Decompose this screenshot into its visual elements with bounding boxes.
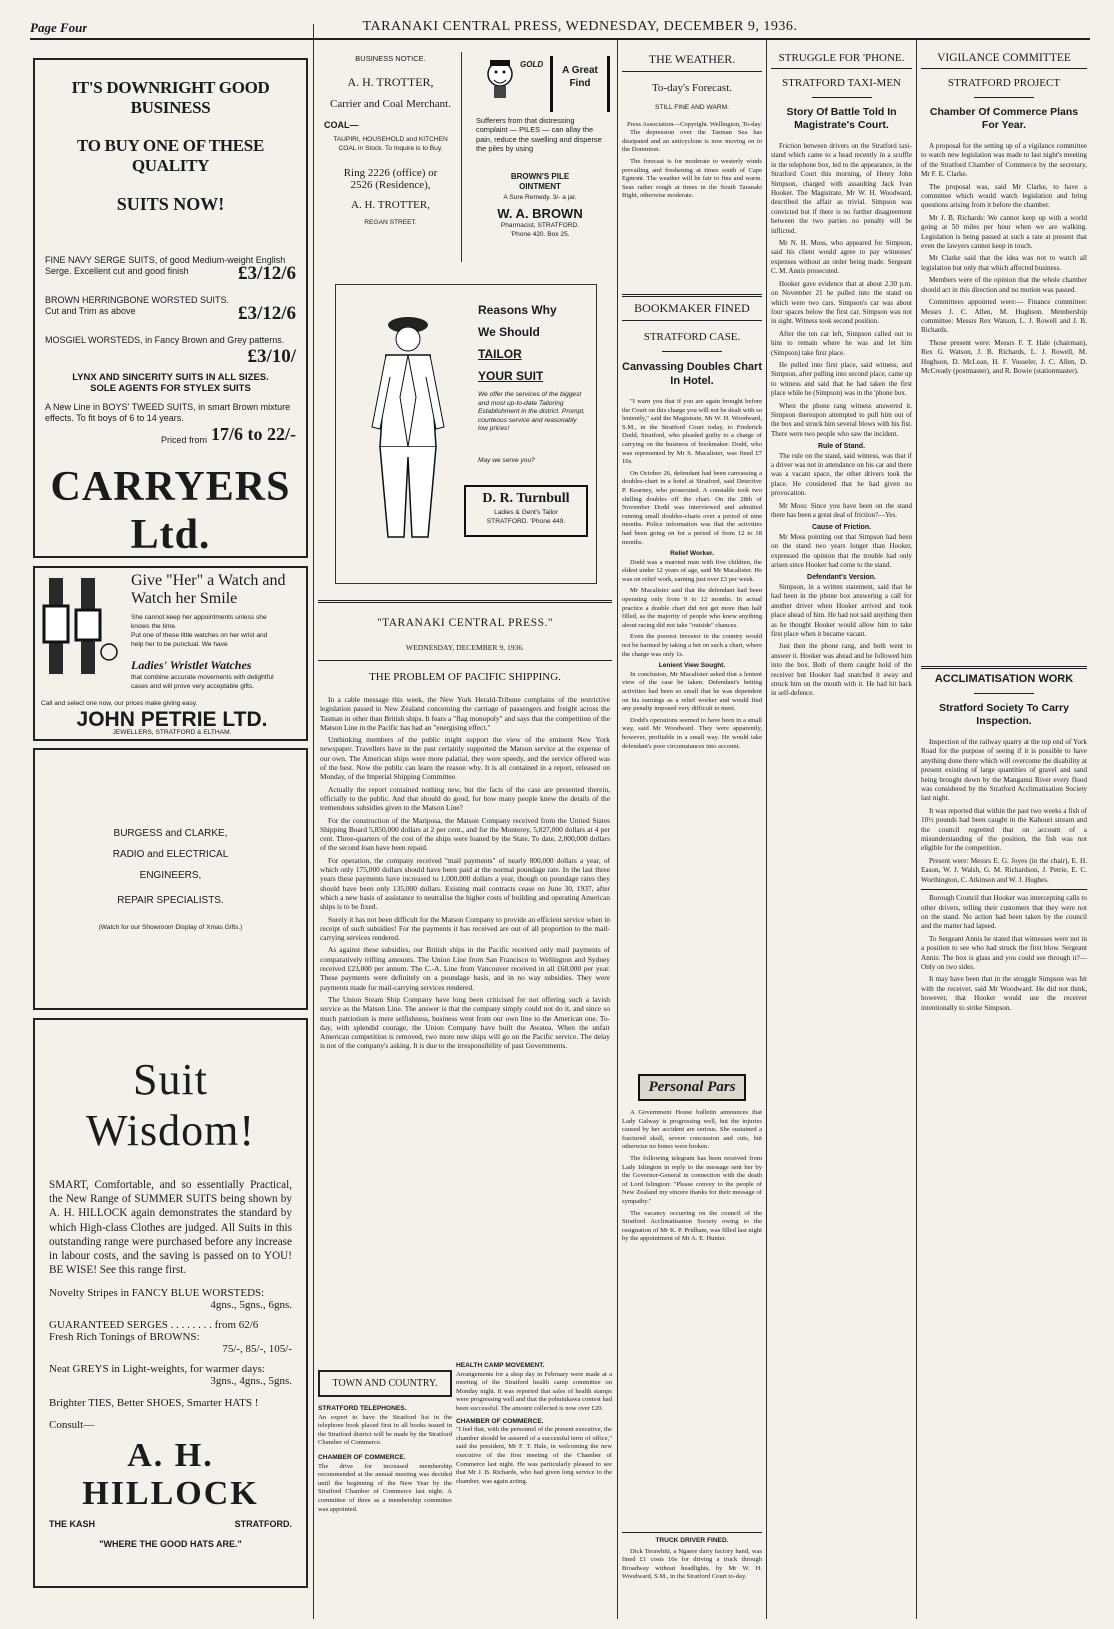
petrie-call: Call and select one now, our prices make giving easy. bbox=[41, 700, 198, 707]
struggle-subhead: Defendant's Version. bbox=[807, 574, 876, 582]
hillock-town: STRATFORD. bbox=[234, 1519, 292, 1530]
bookmaker-paragraph: In conclusion, Mr Macalister asked that a lenient view of the case be taken. Defendant's betting activities had been so small that he was dependent on his earnings as a relief worker and would find any penalty imposed very difficult to meet. bbox=[622, 670, 762, 713]
burgess-line-2: RADIO and ELECTRICAL bbox=[112, 849, 229, 860]
acclimatisation-paragraph: Inspection of the railway quarry at the top end of York Road for the purpose of seeing if it is possible to have anything done there which will overcome the disability at present existing of large quantities of gravel and sand being brought down by the Manganui River every flood was considered by the Stratford Acclimatisation Society last night. bbox=[921, 738, 1087, 803]
suit-item-price: £3/10/ bbox=[247, 346, 296, 367]
piles-gold: GOLD bbox=[520, 60, 544, 69]
piles-text: Sufferers from that distressing complaint — PILES — can allay the pain, reduce the swelling and disperse the piles by using bbox=[476, 116, 602, 154]
suit-item-price: £3/12/6 bbox=[237, 303, 296, 324]
hillock-body: SMART, Comfortable, and so essentially Practical, the New Range of SUMMER SUITS being shown by A. H. HILLOCK again demonstrates the standard by which High-class Clothes are judged. All Suits in this outstanding range were purchased before any increase in labour costs, and the saving is passed on to YOU! BE WISE! See this range first. bbox=[49, 1179, 292, 1277]
struggle-paragraph: He pulled into first place, said witness, and Simpson, after pulling into second place, came up to witness and said that he had taken the first place while he (Simpson) was in the 'phone box. bbox=[771, 360, 912, 398]
hillock-brown: Fresh Rich Tonings of BROWNS: bbox=[49, 1331, 200, 1344]
trotter-business-notice bbox=[320, 52, 462, 262]
bookmaker-paragraph: Dodd's operations seemed to have been in a small way, said Mr Woodward. They were apparently, however, profitable in a small way. He would take defendant's poor circumstances into account. bbox=[622, 716, 762, 750]
truck-paragraph: Dick Terawhiti, a Ngaere dairy factory hand, was fined £1 costs 10s for driving a truck through Broadway without headlights, by Mr W. H. Woodward, S.M., in the Stratford Court to-day. bbox=[622, 1547, 762, 1581]
editorial-section bbox=[318, 596, 612, 1186]
bookmaker-paragraph: "I warn you that if you are again brought before the Court on this charge you will not be dealt with so leniently," said the Magistrate, Mr W. H. Woodward, S.M., in the Stratford Court today, to Frederick Dodd, Stratford, who pleaded guilty to a charge of carrying on the business of bookmaker. Dodd, who was represented by Mr S. Macalister, was fined £7 10s. bbox=[622, 398, 762, 466]
town-country-title: TOWN AND COUNTRY. bbox=[318, 1370, 452, 1397]
bookmaker-section bbox=[622, 290, 762, 1070]
hillock-slogan: "WHERE THE GOOD HATS ARE." bbox=[99, 1539, 242, 1550]
piles-price: A Sure Remedy. 3/- a jar. bbox=[503, 194, 577, 201]
town-and-country-section bbox=[318, 1362, 452, 1592]
bookmaker-paragraph: On October 26, defendant had been canvassing a doubles-chart in a hotel at Stratford, said Detective P. Kearney, who prosecuted. A constable took two shilling doubles off the chart. On the 28th of November Dodd was interviewed and admitted running small doubles-charts over a period of nine months. Police information was that the activities had been going on for a period of from 12 to 18 months. bbox=[622, 469, 762, 546]
turnbull-sub: Ladies & Gent's Tailor bbox=[494, 509, 558, 516]
personal-pars-title: Personal Pars bbox=[638, 1074, 746, 1101]
acclimatisation-paragraph: It may have been that in the struggle Simpson was hit with the receiver, said Mr Woodward. He did not think, however, that Hooker would use the receiver intentionally to strike Simpson. bbox=[921, 975, 1087, 1012]
bookmaker-paragraph: Dodd was a married man with five children, the eldest under 12 years of age, said Mr Macalister. He was on relief work, earning just over £3 per week. bbox=[622, 558, 762, 583]
trotter-street: REGAN STREET. bbox=[364, 219, 417, 227]
acclimatisation-paragraph: It was reported that within the past two weeks a fish of 10½ pounds had been caught in the Kahouri stream and the council regretted that on account of a misunderstanding of the position, the fish was not eligible for the competition. bbox=[921, 806, 1087, 853]
suit-item-herringbone bbox=[45, 295, 296, 325]
petrie-sub: JEWELLERS, STRATFORD & ELTHAM. bbox=[112, 729, 232, 736]
vigilance-paragraph: A proposal for the setting up of a vigilance committee to watch new legislation was made to last night's meeting of the Stratford Chamber of Commerce by the secretary, Mr F. E. Clarke. bbox=[921, 142, 1087, 179]
trotter-ring-2: 2526 (Residence), bbox=[350, 179, 431, 192]
boys-priced-label: Priced from bbox=[160, 435, 207, 445]
weather-still: STILL FINE AND WARM. bbox=[655, 104, 729, 111]
struggle-paragraph: After the ten car left, Simpson called out to him to remain where he was and let him (Simpson) take first place. bbox=[771, 329, 912, 357]
vigilance-sub: STRATFORD PROJECT bbox=[947, 77, 1061, 89]
editorial-paragraph: For the construction of the Mariposa, the Matson Company received from the United States Shipping Board 5,850,000 dollars at 2 per cent., and for the Monterey, 5,827,000 dollars at 4 per cent. Three-quarters of the cost of the ships were loaned by the State. To date, 2,000,000 dollars of the second loan have been repaid. bbox=[320, 815, 610, 853]
struggle-paragraph: Simpson, in a written statement, said that he had been in the phone box answering a call for another driver when Hooker arrived and took place ahead of him. He had not said anything then as he thought Hooker would allow him to take first place when it became vacant. bbox=[771, 582, 912, 638]
struggle-paragraph: Mr Moss pointing out that Simpson had been on the stand two years longer than Hooker, expressed the opinion that the trouble had only arisen since Hooker had come to the stand. bbox=[771, 532, 912, 570]
burgess-line-3: ENGINEERS, bbox=[139, 870, 202, 881]
acclimatisation-title: ACCLIMATISATION WORK bbox=[934, 673, 1074, 685]
health-para-2: "I feel that, with the personnel of the present executive, the chamber should be assured of a successful term of office," said the president, Mr F. T. Hale, in welcoming the new executive of the first meeting of the Chamber of Commerce last night. He was particularly pleased to see that Mr J. B. Richards, who had given long service to the chamber, was again acting. bbox=[456, 1426, 612, 1485]
turnbull-headline-3: TAILOR bbox=[478, 347, 522, 361]
hillock-consult: Consult— bbox=[49, 1419, 95, 1432]
turnbull-tailor-ad bbox=[335, 284, 597, 584]
struggle-paragraph: Hooker gave evidence that at about 2.30 p.m. on November 21 he pulled into the stand on which were two cars. Simpson's car was about four spaces below the first car. Simpson was not in sight. Witness took second position. bbox=[771, 279, 912, 326]
personal-body bbox=[622, 1109, 762, 1244]
editorial-paragraph: The Union Steam Ship Company have long been criticised for not offering such a lavish service as the Matson Line. The answer is that the company simply could not do it, and since so much patriotism is mere selfishness, business went from our own line to the American one. To-day, with splendid courage, the Union Company have built the Awatea. When the unfair American competition is removed, two more new ships will go on the Pacific service. The delay is not of the company's asking. It is due to the irresponsibility of past Governments. bbox=[320, 994, 610, 1051]
bookmaker-sub: STRATFORD CASE. bbox=[643, 331, 741, 343]
struggle-body bbox=[771, 142, 912, 699]
page-number: Page Four bbox=[30, 20, 88, 35]
bookmaker-subhead: Lenient View Sought. bbox=[658, 662, 726, 670]
hillock-brown-price: 75/-, 85/-, 105/- bbox=[222, 1343, 292, 1356]
struggle-paragraph: The rule on the stand, said witness, was that if a driver was not in attendance on his car and there was a vacant space, the other drivers took the place. He considered that he had given no provocation. bbox=[771, 451, 912, 498]
lynx-line: LYNX AND SINCERITY SUITS IN ALL SIZES. bbox=[72, 372, 269, 383]
suits-headline-3: SUITS NOW! bbox=[116, 194, 225, 214]
bookmaker-title: BOOKMAKER FINED bbox=[634, 301, 750, 315]
hillock-stripes: Novelty Stripes in FANCY BLUE WORSTEDS: bbox=[49, 1287, 265, 1300]
struggle-paragraph: Just then the phone rang, and both went to answer it. Hooker was ahead and he followed him into the box. Both of them caught hold of the receiver but Hooker had snatched it away and struck him on the mouth with it. He had hit back in self-defence. bbox=[771, 642, 912, 698]
trotter-trade: Carrier and Coal Merchant. bbox=[330, 98, 451, 110]
acclimatisation-paragraph: Present were: Messrs E. G. Joyes (in the chair), E. H. Eason, W. J. Walsh, G. M. Richardson, J. Petrie, E. C. Worthington, C. Atkinson and W. J. Hughes. bbox=[921, 856, 1087, 884]
struggle-headline: Story Of Battle Told In Magistrate's Court. bbox=[786, 106, 897, 131]
personal-paragraph: A Government House bulletin announces that Lady Galway is progressing well, but the injuries caused by her accident are serious. She sustained a fractured skull, severe concussion and cuts, but otherwise no bones were broken. bbox=[622, 1109, 762, 1151]
turnbull-headline-1: Reasons Why bbox=[478, 303, 557, 317]
turnbull-headline-2: We Should bbox=[478, 325, 540, 339]
suit-item-navy bbox=[45, 255, 296, 285]
acclimatisation-headline: Stratford Society To Carry Inspection. bbox=[939, 702, 1069, 727]
trotter-name-2: A. H. TROTTER, bbox=[351, 199, 430, 212]
petrie-text-3: that combine accurate movements with delightful cases and will prove very acceptable gifts. bbox=[131, 674, 274, 690]
weather-section bbox=[622, 52, 762, 280]
vigilance-headline: Chamber Of Commerce Plans For Year. bbox=[929, 106, 1079, 131]
suits-headline-1: IT'S DOWNRIGHT GOOD BUSINESS bbox=[71, 78, 270, 117]
personal-pars-section bbox=[622, 1070, 762, 1370]
struggle-paragraph: Mr N. H. Moss, who appeared for Simpson, said his client would agree to pay witnesses' expenses without an order being made. Sergeant C. M. Annis prosecuted. bbox=[771, 239, 912, 276]
struggle-subhead: Cause of Friction. bbox=[811, 524, 872, 532]
weather-para-1: The depression over the Tasman Sea has dissipated and an anticyclone is now moving on to the Dominion. bbox=[622, 129, 762, 154]
burgess-clarke-ad bbox=[33, 748, 308, 1010]
weather-forecast: To-day's Forecast. bbox=[651, 82, 733, 94]
struggle-sub: STRATFORD TAXI-MEN bbox=[781, 77, 901, 89]
town-country-heading-2: CHAMBER OF COMMERCE. bbox=[318, 1453, 406, 1461]
editorial-paragraph: Actually the report contained nothing new, but the facts of the case are presented therein, officially to the public. And that should do good, for how many people knew the details of the tremendous subsidies given to the Matson Line? bbox=[320, 784, 610, 813]
hillock-kash: THE KASH bbox=[49, 1519, 96, 1530]
suit-item-mosgiel bbox=[45, 335, 296, 368]
masthead bbox=[30, 18, 1090, 40]
personal-paragraph: The vacancy occurring on the council of the Stratford Acclimatisation Society owing to the resignation of Mr K. P. Pridham, was filled last night by the appointment of Mr A. E. Hunter. bbox=[622, 1209, 762, 1243]
acclimatisation-paragraph: Borough Council that Hooker was intercepting calls to other drivers, telling their customers that they were not on the stand. No action had been taken by the council and the matter had lapsed. bbox=[921, 894, 1087, 931]
struggle-paragraph: When the phone rang witness answered it. Simpson thereupon attempted to pull him out of the box and struck him several blows with his fist. There were two people who saw the incident. bbox=[771, 401, 912, 438]
masthead-title: TARANAKI CENTRAL PRESS, WEDNESDAY, DECEMBER 9, 1936. bbox=[362, 19, 798, 34]
trotter-ring: Ring 2226 (office) or bbox=[343, 167, 438, 180]
weather-source: Press Association—Copyright. Wellington, To-day. bbox=[627, 120, 762, 128]
turnbull-ask: May we serve you? bbox=[478, 457, 535, 464]
struggle-subhead: Rule of Stand. bbox=[817, 443, 866, 451]
trotter-notice: BUSINESS NOTICE. bbox=[355, 54, 426, 63]
hillock-headline: Suit Wisdom! bbox=[86, 1055, 255, 1155]
vigilance-paragraph: The proposal was, said Mr Clarke, to have a committee which would watch legislation and bring questions arising from it before the chamber. bbox=[921, 182, 1087, 210]
bookmaker-paragraph: Even the poorest investor in the country would not be harmed by taking a bet on such a chart, where the charge was only 1s. bbox=[622, 633, 762, 658]
hillock-greys-price: 3gns., 4gns., 5gns. bbox=[210, 1375, 292, 1388]
editorial-paragraph: Surely it has not been difficult for the Matson Company to provide an efficient service when in receipt of such subsidies! For the payments it has received are out of all proportion to the mail-carrying services rendered. bbox=[320, 914, 610, 943]
hillock-name: A. H. HILLOCK bbox=[82, 1437, 259, 1513]
piles-product: BROWN'S PILE OINTMENT bbox=[510, 172, 570, 191]
petrie-watch-ad bbox=[33, 566, 308, 741]
vigilance-paragraph: Mr J. B. Richards: We cannot keep up with a world going at 50 miles per hour when we are walking. Legislation is being passed at such a rate at present that even the lawyers cannot keep in touch. bbox=[921, 213, 1087, 251]
vigilance-title: VIGILANCE COMMITTEE bbox=[937, 52, 1071, 64]
piles-great: A Great Find bbox=[562, 65, 598, 89]
burgess-line-4: REPAIR SPECIALISTS. bbox=[117, 895, 224, 906]
hillock-serges: GUARANTEED SERGES . . . . . . . . from 62/6 bbox=[49, 1319, 259, 1332]
hillock-ties: Brighter TIES, Better SHOES, Smarter HATS ! bbox=[49, 1397, 259, 1410]
suit-item-text: FINE NAVY SERGE SUITS, of good Medium-weight English Serge. Excellent cut and good finish bbox=[45, 255, 286, 276]
health-camp-section bbox=[456, 1362, 612, 1592]
piles-ointment-ad bbox=[468, 52, 612, 262]
bookmaker-paragraph: Mr Macalister said that the defendant had been operating only from 9 to 12 months. In actual practice a double chart did not get more than half filled, as the majority of people who knew anything about racing did not take "outside" chances. bbox=[622, 587, 762, 629]
burgess-line-1: BURGESS and CLARKE, bbox=[113, 828, 228, 839]
struggle-paragraph: Friction between drivers on the Stratford taxi-stand which came to a head recently in a scuffle in the telephone box, led to the appearance, in the Stratford Court this morning, of Henry John Simpson, charged with assaulting Jack Ivan Hooker. The Magistrate, Mr W. H. Woodward, described the affair as trivial. Simpson was convicted but if there is no further disagreement between the two parties no penalty will be inflicted. bbox=[771, 142, 912, 235]
editorial-body bbox=[318, 695, 612, 1051]
turnbull-text: We offer the services of the biggest and most up-to-date Tailoring Establishment in the district. Prompt, courteous service and reasonably low prices! bbox=[478, 391, 586, 433]
editorial-paper-name: "TARANAKI CENTRAL PRESS." bbox=[376, 617, 554, 629]
hillock-stripes-price: 4gns., 5gns., 6gns. bbox=[210, 1299, 292, 1312]
suits-headline-2: TO BUY ONE OF THESE QUALITY bbox=[76, 136, 265, 175]
bookmaker-headline: Canvassing Doubles Chart In Hotel. bbox=[622, 361, 762, 387]
vigilance-section bbox=[921, 52, 1087, 662]
bookmaker-subhead: Relief Worker. bbox=[670, 550, 714, 558]
health-para-1: Arrangements for a shop day in February were made at a meeting of the Stratford health camp committee on Monday night. It was reported that sales of health stamps were progressing well and that the pohutukawa contest had been successful. The amount collected is now over £20. bbox=[456, 1370, 612, 1412]
tailored-man-illustration-icon bbox=[358, 307, 458, 547]
sole-agents-line: SOLE AGENTS FOR STYLEX SUITS bbox=[90, 383, 251, 394]
petrie-product: Ladies' Wristlet Watches bbox=[131, 658, 252, 672]
editorial-paragraph: As against these subsidies, our British ships in the Pacific received only mail payments of comparatively trifling amounts. The Union Line from San Francisco to Wellington and Sydney received £23,000 per annum. The C.-A. Line from Vancouver received in all £68,000 per year. These payments were definitely on a poundage basis, and in no way subsidies. They were payments made for mail-carrying services rendered. bbox=[320, 945, 610, 992]
struggle-phone-section bbox=[771, 52, 912, 1592]
petrie-text-1: She cannot keep her appointments unless she knows the time. bbox=[131, 614, 267, 630]
acclimatisation-body bbox=[921, 738, 1087, 1013]
trotter-coal: COAL— bbox=[324, 120, 359, 130]
piles-great-block bbox=[550, 56, 610, 112]
suit-item-text: MOSGIEL WORSTEDS, in Fancy Brown and Grey patterns. bbox=[45, 335, 285, 345]
town-country-para-2: The drive for increased membership recommended at the annual meeting was decided until the beginning of the New Year by the Stratford Chamber of Commerce last night. A committee of three as a membership committee was appointed. bbox=[318, 1462, 452, 1513]
suit-item-price: £3/12/6 bbox=[237, 263, 296, 284]
weather-title: THE WEATHER. bbox=[648, 52, 736, 66]
vigilance-paragraph: Members were of the opinion that the whole chamber should act in this direction and no motion was passed. bbox=[921, 276, 1087, 294]
petrie-text-2: Put one of these little watches on her wrist and help her to be punctual. We have bbox=[131, 632, 268, 648]
weather-para-2: The forecast is for moderate to westerly winds prevailing and freshening at times south of Cape Egmont. The weather will be fair to fine and warm. Seas rather rough at times in the South Taranaki Bight, otherwise moderate. bbox=[622, 157, 762, 200]
health-heading-1: HEALTH CAMP MOVEMENT. bbox=[456, 1362, 545, 1369]
vigilance-body bbox=[921, 142, 1087, 376]
hillock-greys: Neat GREYS in Light-weights, for warmer days: bbox=[49, 1363, 265, 1376]
petrie-name: JOHN PETRIE LTD. bbox=[76, 708, 268, 731]
personal-paragraph: The following telegram has been received from Lady Islington in reply to the message sent her by the Governor-General in connection with the death of Lord Islington: "Please convey to the people of New Zealand my sincere thanks for their message of sympathy." bbox=[622, 1154, 762, 1205]
suit-item-text: BROWN HERRINGBONE WORSTED SUITS. Cut and Trim as above bbox=[45, 295, 230, 316]
editorial-headline: THE PROBLEM OF PACIFIC SHIPPING. bbox=[369, 671, 561, 683]
struggle-paragraph: Mr Moss: Since you have been on the stand there has been a great deal of friction?—Yes. bbox=[771, 501, 912, 520]
acclimatisation-paragraph: To Sergeant Annis he stated that witnesses were not in a position to see who had struck the first blow. Sergeant Annis: The box is glass and you could see through it?—Only on two sides. bbox=[921, 934, 1087, 971]
town-country-heading-1: STRATFORD TELEPHONES. bbox=[318, 1405, 407, 1412]
carryers-suits-ad bbox=[33, 58, 308, 558]
struggle-title: STRUGGLE FOR 'PHONE. bbox=[778, 52, 905, 64]
health-heading-2: CHAMBER OF COMMERCE. bbox=[456, 1417, 544, 1425]
piles-chemist: W. A. BROWN bbox=[497, 206, 583, 221]
truck-title: TRUCK DRIVER FINED. bbox=[655, 1537, 729, 1544]
carryers-store-name: CARRYERS Ltd. bbox=[50, 464, 291, 558]
trotter-name: A. H. TROTTER, bbox=[347, 75, 434, 89]
prospector-illustration-icon bbox=[480, 56, 520, 100]
burgess-line-5: (Watch for our Showroom Display of Xmas Gifts.) bbox=[98, 924, 243, 931]
town-country-para-1: An expert to have the Stratford list in the telephone book placed first in all books issued in the Stratford district will be made by the Stratford Chamber of Commerce. bbox=[318, 1413, 452, 1447]
petrie-headline: Give "Her" a Watch and Watch her Smile bbox=[131, 572, 286, 607]
vigilance-paragraph: Committees appointed were:— Finance committee: Messrs J. C. Allen, M. Hughson. Membership committee: Messrs Rex Watson, L. J. Rowell and J. B. Richards. bbox=[921, 298, 1087, 335]
editorial-date: WEDNESDAY, DECEMBER 9, 1936. bbox=[405, 643, 525, 652]
acclimatisation-section bbox=[921, 662, 1087, 1592]
boys-suits-line: A New Line in BOYS' TWEED SUITS, in smart Brown mixture effects. To fit boys of 6 to 14 years. bbox=[45, 402, 291, 423]
editorial-paragraph: In a cable message this week, the New York Herald-Tribune complains of the restrictive legislation passed in New Zealand concerning the carriage of passengers and freight across the Tasman in other than British ships. It fears a "flag monopoly" and says that the competition of the Matson Line in the Pacific has had an "energising effect." bbox=[320, 695, 610, 732]
truck-driver-section bbox=[622, 1528, 762, 1598]
vigilance-paragraph: Those present were: Messrs F. T. Hale (chairman), Rex G. Watson, J. B. Richards, L. J. Rowell, M. Hughson, D. McLean, H. F. Vosseler, J. C. Allen, D. McCready (postmaster), and R. Bowie (stationmaster). bbox=[921, 338, 1087, 375]
turnbull-town: STRATFORD. 'Phone 449. bbox=[486, 517, 566, 525]
boys-price: 17/6 to 22/- bbox=[211, 424, 296, 444]
hillock-footer-row bbox=[49, 1519, 292, 1529]
turnbull-headline-4: YOUR SUIT bbox=[478, 369, 544, 383]
bookmaker-body bbox=[622, 398, 762, 751]
turnbull-name: D. R. Turnbull bbox=[482, 491, 570, 506]
vigilance-paragraph: Mr Clarke said that the idea was not to watch all legislation but only that which affected business. bbox=[921, 254, 1087, 272]
hillock-suit-ad bbox=[33, 1018, 308, 1588]
editorial-paragraph: For operation, the company received "mail payments" of nearly 800,000 dollars a year, of which only 175,000 dollars should have been paid at the normal poundage rate. In the last three years these payments have increased to 1,000,000 dollars a year, though on poundage rates they should have been only 135,000 dollars. Existing mail contracts cease on June 30, 1937, after which a new basis of assistance to neutralise the higher costs of building and operating American ships is to be fixed. bbox=[320, 855, 610, 912]
wristwatch-icon bbox=[41, 576, 121, 676]
piles-chemist-sub: Pharmacist, STRATFORD. 'Phone 420. Box 25. bbox=[500, 222, 580, 238]
boys-price-row bbox=[45, 424, 296, 445]
trotter-coal-detail: TAUPIRI, HOUSEHOLD and KITCHEN COAL in Stock. To Inquire is to Buy. bbox=[333, 136, 448, 152]
turnbull-nameplate bbox=[464, 485, 588, 537]
editorial-paragraph: Unthinking members of the public might support the view of the eminent New York newspaper. Travellers have in the past certainly supported the Matson service at the expense of our own. The American ships were more palatial, they were speedy, and the service offered was of the best. Now the public can learn the reason why. It is all contained in a report, released on Monday, of the Imperial Shipping Committee. bbox=[320, 735, 610, 782]
